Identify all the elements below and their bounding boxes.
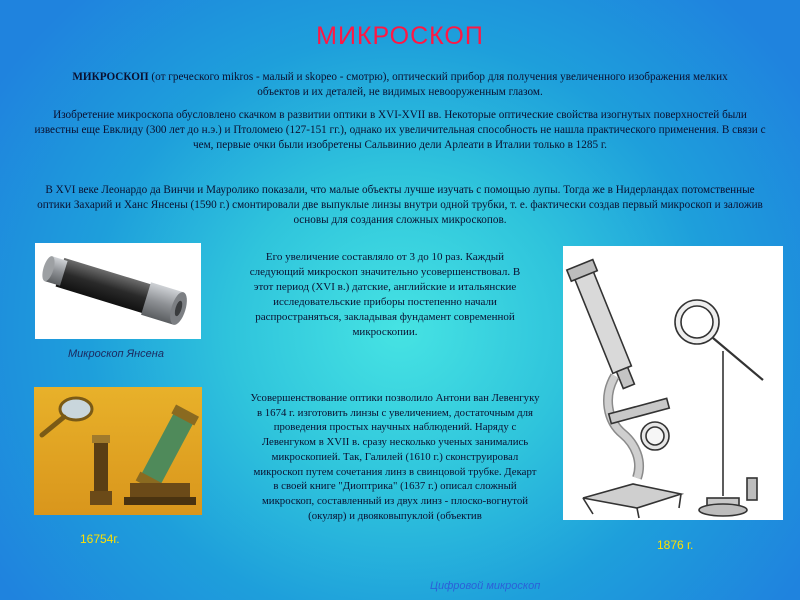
intro-paragraph: [55, 70, 745, 100]
digital-microscope-link[interactable]: Цифровой микроскоп: [430, 580, 541, 592]
jansen-caption: Микроскоп Янсена: [68, 348, 164, 360]
slide-title: МИКРОСКОП: [316, 22, 484, 50]
year-1876-caption: 1876 г.: [657, 538, 694, 552]
intro-term: МИКРОСКОП: [72, 71, 149, 83]
leeuwenhoek-microscopes-image: [34, 387, 202, 515]
history-paragraph: Изобретение микроскопа обусловлено скачком в развитии оптики в XVI-XVII вв. Некоторые оптические свойства изогнутых поверхностей были известны еще Евклиду (300 лет до н.э.) и Птоломею (127-151 гг.), однако их увеличительная способность не нашла практического применения. В связи с чем, первые очки были изобретены Сальвинио дели Арлеати в Италии только в 1285 г.: [34, 109, 766, 151]
microscope-1876-image: [563, 246, 783, 520]
leeuwenhoek-year-caption: 16754г.: [80, 532, 120, 546]
magnification-paragraph: Его увеличение составляло от 3 до 10 раз. Каждый следующий микроскоп значительно усовершенствовал. В этот период (XVI в.) датские, английские и итальянские исследовательские приборы постепенно начали распространяться, закладывая фундамент современной микроскопии.: [249, 251, 521, 338]
jansen-microscope-image: [35, 243, 201, 339]
jansen-paragraph: В XVI веке Леонардо да Винчи и Мауролико показали, что малые объекты лучше изучать с помощью лупы. Тогда же в Нидерландах потомственные оптики Захарий и Ханс Янсены (1590 г.) смонтировали две выпуклые линзы внутри одной трубки, т. е. фактически создав первый микроскоп и заложив основы для создания сложных микроскопов.: [37, 184, 763, 226]
leeuwenhoek-paragraph: Усовершенствование оптики позволило Антони ван Левенгуку в 1674 г. изготовить линзы с увеличением, достаточным для проведения простых научных наблюдений. Наряду с Левенгуком в XVII в. сразу несколько ученых занимались микроскопией. Так, Галилей (1610 г.) сконструировал микроскоп путем сочетания линз в свинцовой трубке. Декарт в своей книге "Диоптрика" (1637 г.) описал сложный микроскоп, составленный из двух линз - плоско-вогнутой (окуляр) и двояковыпуклой (объектив: [250, 392, 540, 522]
intro-text: (от греческого mikros - малый и skopeo - смотрю), оптический прибор для получения увеличенного изображения мелких объектов и их деталей, не видимых невооруженным глазом.: [148, 71, 728, 98]
